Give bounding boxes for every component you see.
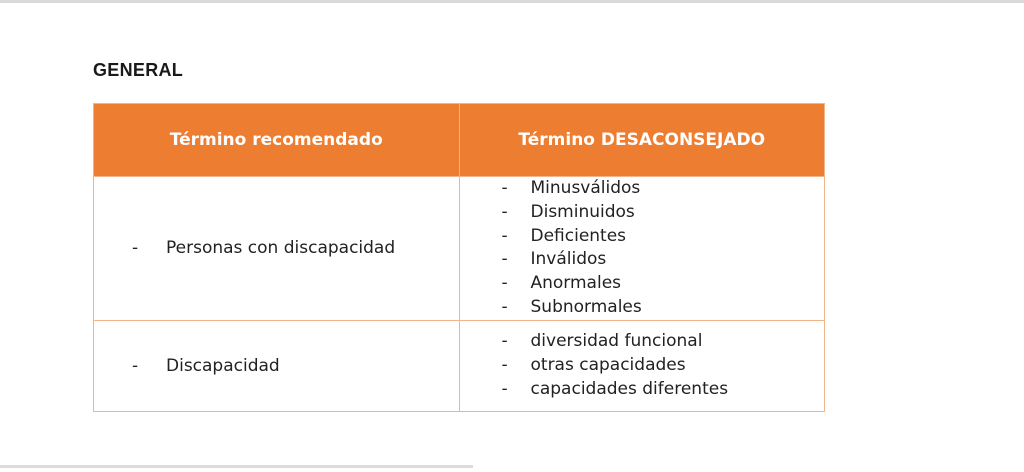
recommended-cell: [94, 177, 460, 321]
list-item: [502, 248, 825, 272]
bullet-dash: -: [132, 355, 139, 376]
discouraged-term: diversidad funcional: [530, 331, 703, 352]
discouraged-term: Inválidos: [530, 249, 607, 270]
header-recommended: Término recomendado: [94, 104, 460, 177]
list-item: [94, 238, 459, 258]
bottom-divider: [0, 465, 473, 468]
discouraged-term: Deficientes: [530, 225, 627, 246]
list-item: [502, 201, 825, 225]
discouraged-list: [460, 330, 825, 401]
bullet-dash: -: [132, 238, 139, 259]
recommended-cell: [94, 320, 460, 411]
list-item: [502, 296, 825, 320]
bullet-dash: -: [501, 378, 508, 399]
discouraged-term: otras capacidades: [530, 354, 686, 375]
bullet-dash: -: [501, 225, 508, 246]
list-item: [94, 356, 459, 376]
bullet-dash: -: [501, 354, 508, 375]
discouraged-cell: [459, 177, 825, 321]
discouraged-term: Anormales: [530, 273, 622, 294]
discouraged-term: capacidades diferentes: [530, 378, 729, 399]
discouraged-term: Disminuidos: [530, 201, 635, 222]
top-divider: [0, 0, 1024, 3]
list-item: [502, 272, 825, 296]
discouraged-term: Subnormales: [530, 296, 642, 317]
list-item: [502, 354, 825, 378]
bullet-dash: -: [501, 201, 508, 222]
bullet-dash: -: [501, 296, 508, 317]
list-item: [502, 378, 825, 402]
list-item: [502, 177, 825, 201]
bullet-dash: -: [501, 331, 508, 352]
table-header-row: [94, 104, 825, 177]
discouraged-cell: [459, 320, 825, 411]
bullet-dash: -: [501, 178, 508, 198]
discouraged-term: Minusválidos: [530, 178, 641, 198]
table-row: [94, 320, 825, 411]
section-title: GENERAL: [93, 60, 184, 80]
bullet-dash: -: [501, 273, 508, 294]
list-item: [502, 225, 825, 249]
bullet-dash: -: [501, 249, 508, 270]
discouraged-list: [460, 177, 825, 320]
table-row: [94, 177, 825, 321]
list-item: [502, 330, 825, 354]
header-discouraged: Término DESACONSEJADO: [459, 104, 825, 177]
recommended-term: Discapacidad: [166, 355, 280, 376]
terms-table: [93, 103, 825, 412]
recommended-term: Personas con discapacidad: [166, 238, 396, 259]
